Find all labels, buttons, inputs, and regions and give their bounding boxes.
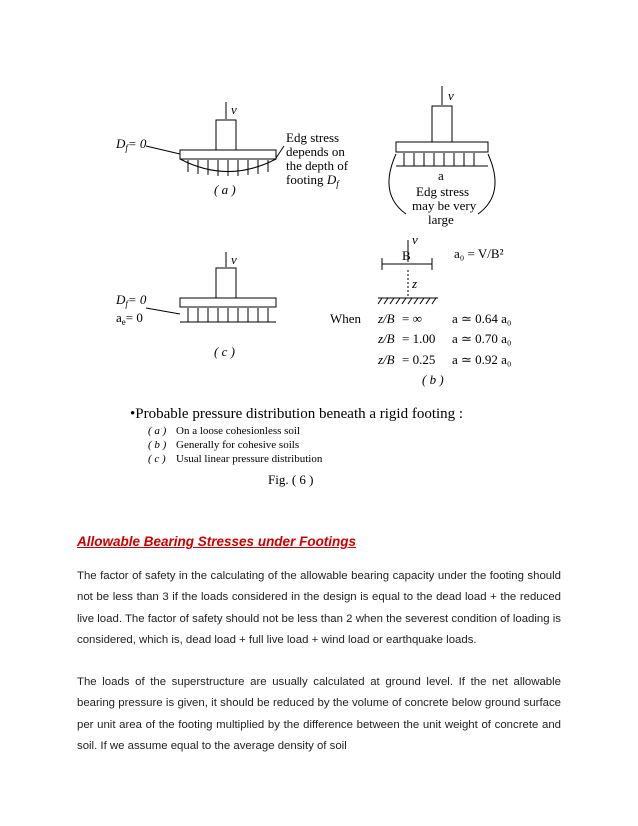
result-2: a ≃ 0.70 a₀ [452,331,512,346]
z-label-d: z [412,276,418,291]
eq-3: = 0.25 [402,352,436,367]
a-label-b: a [438,168,444,183]
item-a-text: On a loose cohesionless soil [176,425,301,437]
eq-1: = ∞ [402,311,422,326]
df-pointer-c [146,308,180,314]
df-label-c: $D_f= 0$ [116,292,147,309]
figure-image [116,74,520,490]
v-label-d: v [412,232,418,247]
caption-c: ( c ) [214,344,235,359]
footing-b [396,142,488,152]
ratio-1: z/B [378,311,395,326]
df-label-a: $D_f= 0$ [116,136,147,153]
fig-caption: Fig. ( 6 ) [268,472,314,487]
column-a [216,120,236,150]
result-3: a ≃ 0.92 a₀ [452,352,512,367]
df-pointer-a [146,146,180,154]
pressure-arrows-c [188,308,268,322]
bullet-title: •Probable pressure distribution beneath a rigid footing : [130,406,464,422]
section-heading: Allowable Bearing Stresses under Footings [77,534,357,549]
item-b-text: Generally for cohesive soils [176,439,300,451]
ground-hatch [378,298,436,304]
ratio-2: z/B [378,331,395,346]
pressure-arrows-a [188,160,268,176]
eq-2: = 1.00 [402,331,436,346]
v-label-c: v [231,252,237,267]
edge-note-a-4: footing $D_f$ [286,172,339,189]
ae-label-c: $a_e= 0$ [116,310,143,327]
a0-formula: a₀ = V/B² [454,246,504,261]
caption-a: ( a ) [214,182,236,197]
paragraph-2: The loads of the superstructure are usually calculated at ground level. If the net allowable bearing pressure is given, it should be reduced by the volume of concrete below ground surface per unit area of the footing multiplied by the difference between the unit weight of concrete and soil. If we assume equal to the average density of soil [77,676,561,753]
pressure-distribution-figure [116,74,520,490]
edge-arrow-right-b [478,154,495,214]
item-b-tag: ( b ) [148,439,167,451]
caption-b: ( b ) [422,372,444,387]
when-label: When [330,311,362,326]
footing-c [180,298,276,307]
result-1: a ≃ 0.64 a₀ [452,311,512,326]
edge-note-a-2: depends on [286,144,345,159]
edge-pointer-a [276,146,284,158]
paragraph-1: The factor of safety in the calculating of the allowable bearing capacity under the footing should not be less than 3 if the loads considered in the design is equal to the dead load + the reduced live load. The factor of safety should not be less than 2 when the severest condition of loading is considered, which is, dead load + full live load + wind load or earthquake loads. [77,570,561,647]
edge-note-b-1: Edg stress [416,184,470,199]
item-a-tag: ( a ) [148,425,167,437]
column-c [216,268,236,298]
edge-note-a-3: the depth of [286,158,349,173]
v-label-a: v [231,102,237,117]
b-label-d: B [402,248,411,263]
pressure-arrows-b [404,153,474,166]
edge-note-b-3: large [428,212,454,227]
column-b [432,106,452,142]
edge-arrow-left-b [389,154,406,214]
ratio-3: z/B [378,352,395,367]
item-c-tag: ( c ) [148,453,166,465]
edge-note-a-1: Edg stress [286,130,340,145]
footing-a [180,150,276,159]
edge-note-b-2: may be very [412,198,477,213]
item-c-text: Usual linear pressure distribution [176,453,323,465]
v-label-b: v [448,88,454,103]
